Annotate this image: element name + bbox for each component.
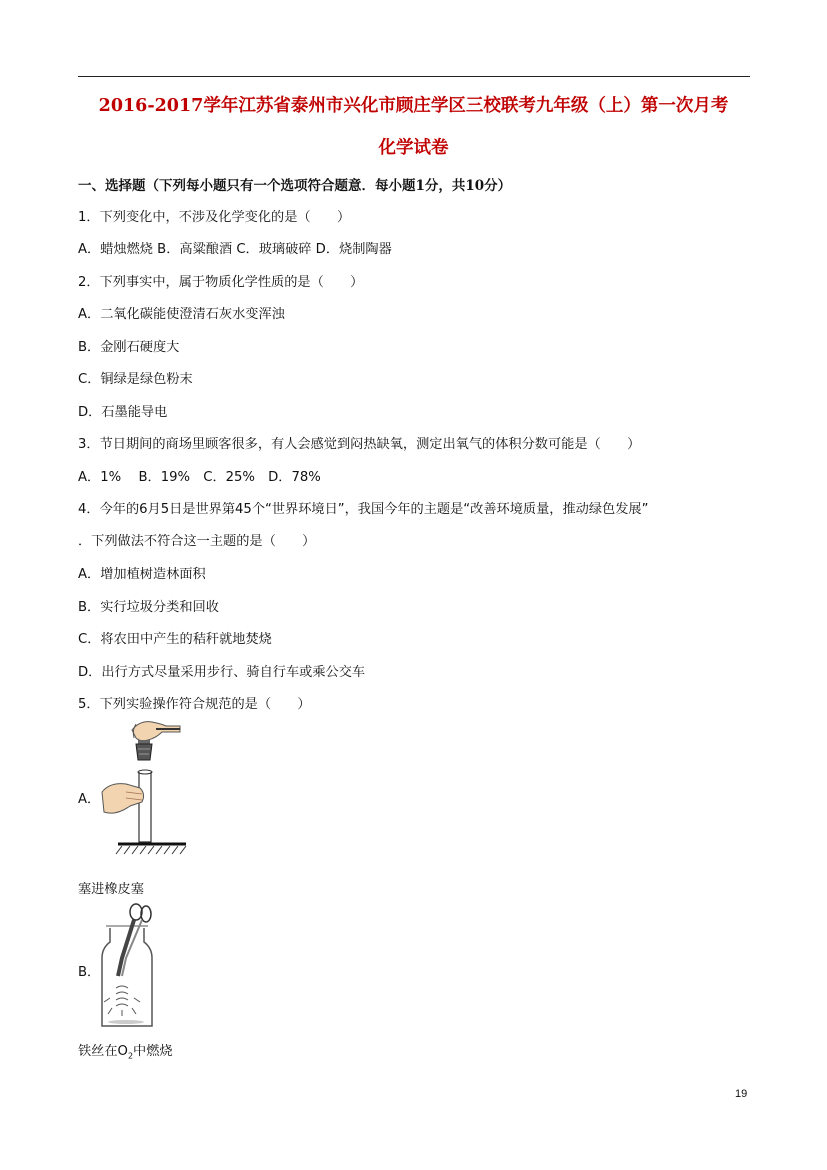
question-2-option-c: C．铜绿是绿色粉末	[78, 372, 193, 387]
caption-text: 铁丝在O	[78, 1044, 128, 1059]
question-4: 4．今年的6月5日是世界第45个“世界环境日”，我国今年的主题是“改善环境质量，推动绿色发展”	[78, 502, 649, 517]
question-4-continued: ．下列做法不符合这一主题的是（ ）	[78, 534, 316, 549]
test-tube-stopper-figure	[96, 716, 188, 856]
question-2-option-b: B．金刚石硬度大	[78, 340, 180, 355]
caption-text-end: 中燃烧	[133, 1044, 173, 1059]
exam-title-line2: 化学试卷	[378, 138, 449, 158]
question-5-option-a-caption: 塞进橡皮塞	[78, 882, 144, 897]
question-3: 3．节日期间的商场里顾客很多，有人会感觉到闷热缺氧，测定出氧气的体积分数可能是（ ）	[78, 437, 641, 452]
question-5-option-b-label: B．	[78, 965, 101, 980]
question-5-option-b-caption	[78, 1040, 173, 1061]
question-2: 2．下列事实中，属于物质化学性质的是（ ）	[78, 275, 364, 290]
question-4-option-b: B．实行垃圾分类和回收	[78, 600, 219, 615]
question-3-options: A．1% B．19% C．25% D．78%	[78, 470, 321, 485]
question-4-option-d: D．出行方式尽量采用步行、骑自行车或乘公交车	[78, 665, 366, 680]
question-1-options: A．蜡烛燃烧 B．高粱酿酒 C．玻璃破碎 D．烧制陶器	[78, 242, 392, 257]
oxygen-subscript: 2	[127, 1051, 134, 1061]
question-1: 1．下列变化中，不涉及化学变化的是（ ）	[78, 210, 351, 225]
question-5-option-a-label: A．	[78, 792, 101, 807]
question-2-option-a: A．二氧化碳能使澄清石灰水变浑浊	[78, 307, 285, 322]
exam-title-line1: 2016-2017学年江苏省泰州市兴化市顾庄学区三校联考九年级（上）第一次月考	[98, 96, 729, 116]
header-rule	[78, 76, 750, 77]
iron-wire-oxygen-bottle-figure	[96, 902, 158, 1030]
question-2-option-d: D．石墨能导电	[78, 405, 168, 420]
question-5: 5．下列实验操作符合规范的是（ ）	[78, 697, 311, 712]
section-heading: 一、选择题（下列每小题只有一个选项符合题意．每小题1分，共10分）	[78, 178, 512, 194]
question-4-option-a: A．增加植树造林面积	[78, 567, 206, 582]
question-4-option-c: C．将农田中产生的秸秆就地焚烧	[78, 632, 272, 647]
page-number: 19	[735, 1088, 748, 1100]
